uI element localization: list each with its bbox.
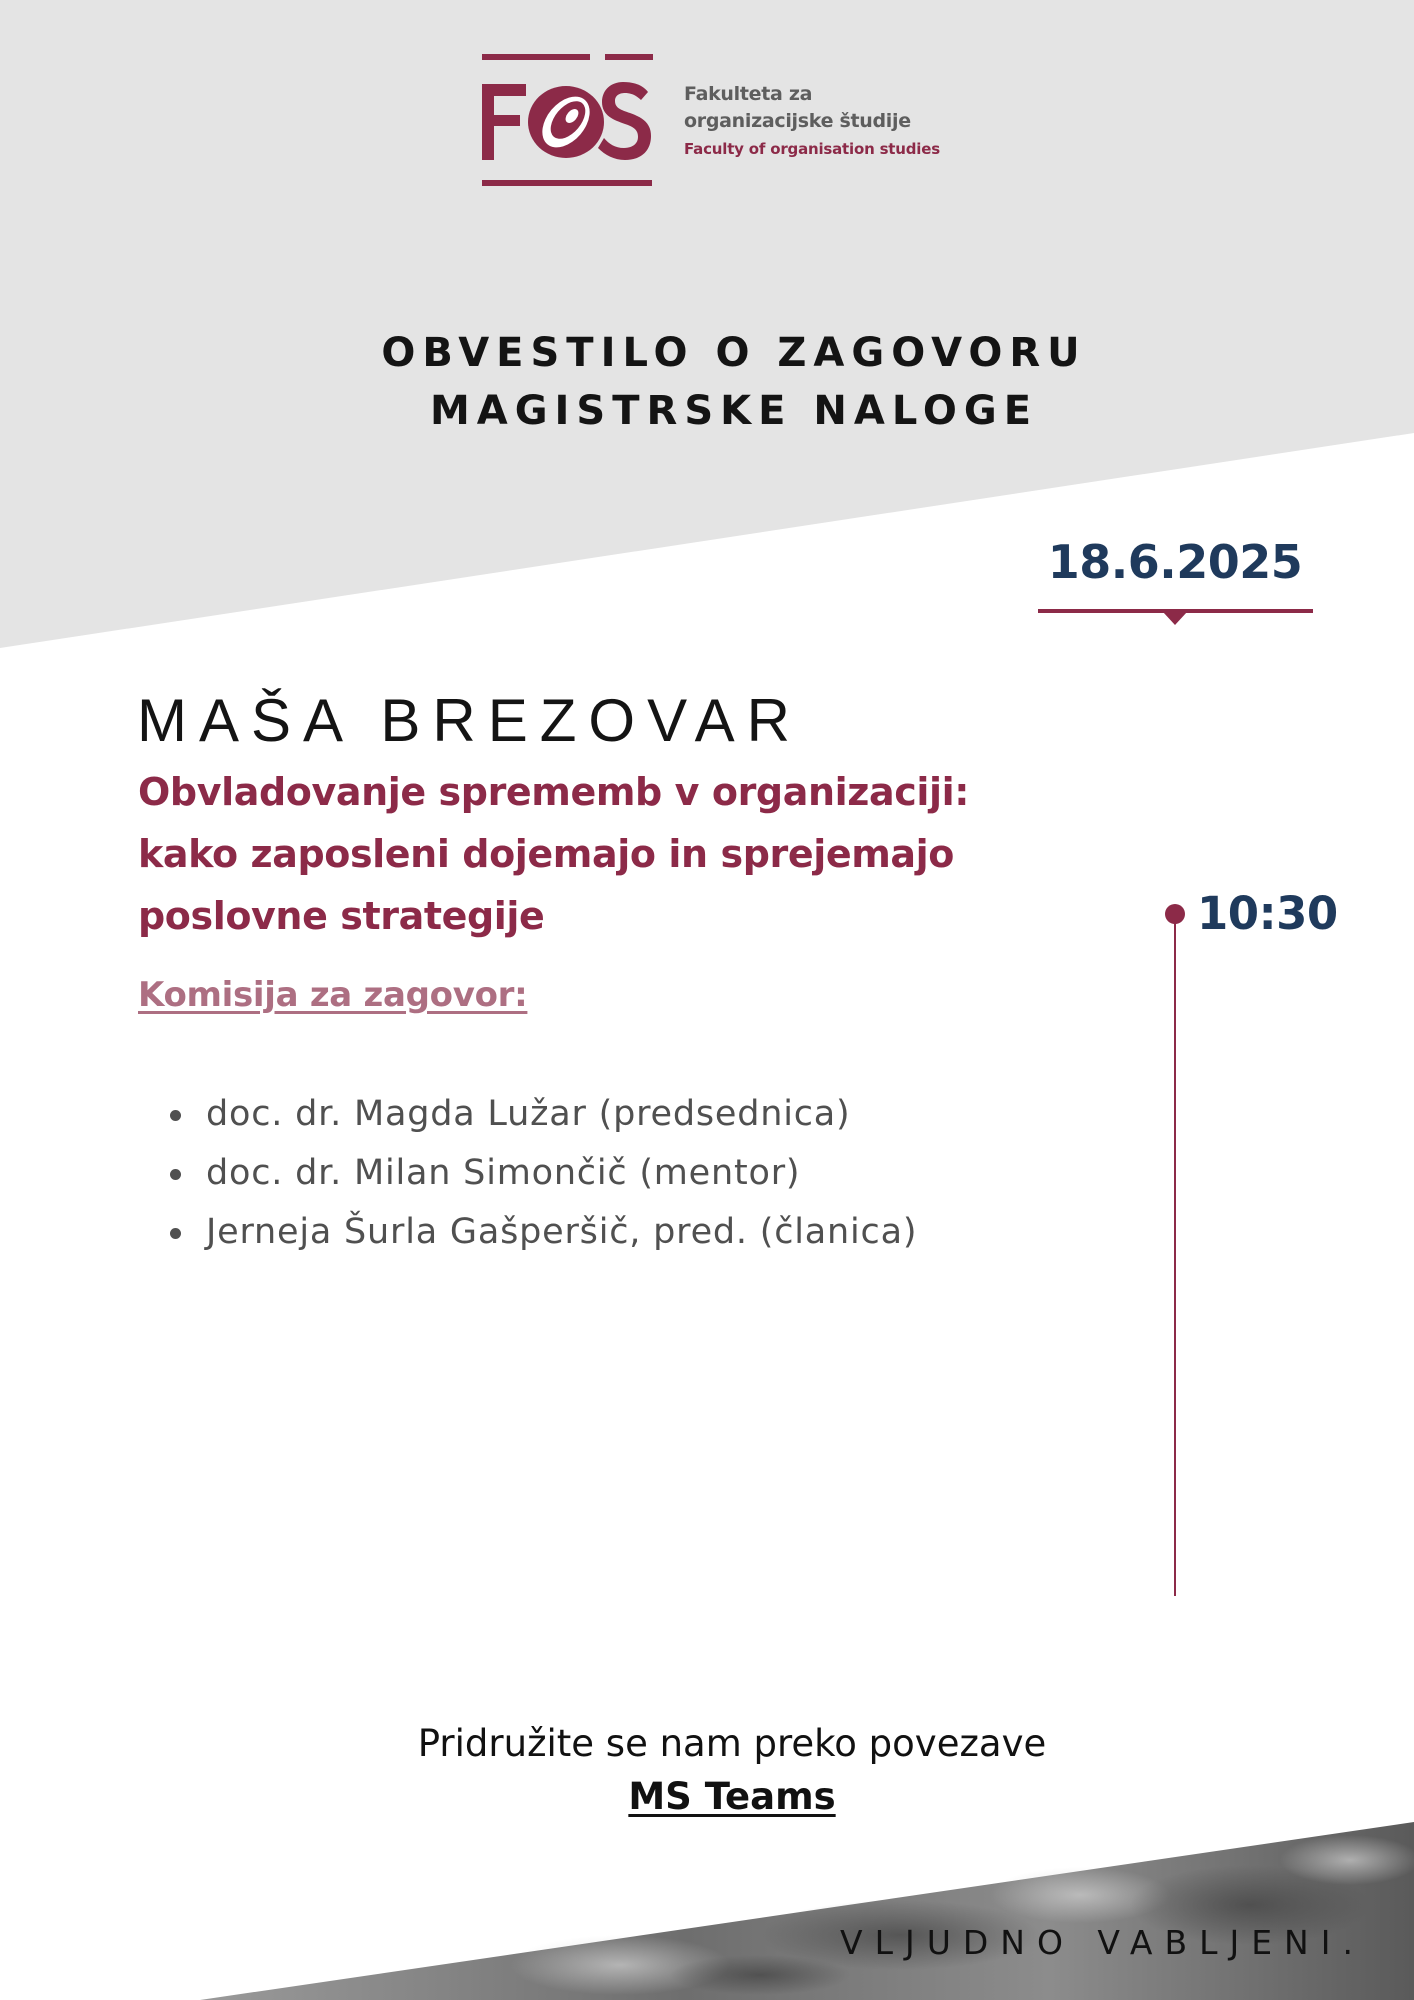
notice-heading-line1: OBVESTILO O ZAGOVORU [381, 330, 1087, 376]
bullet [170, 1110, 181, 1121]
footer-photo-band [200, 1822, 1414, 2000]
member-text: doc. dr. Milan Simončič (mentor) [206, 1153, 801, 1193]
join-text: Pridružite se nam preko povezave [417, 1722, 1047, 1765]
timeline-dot [1165, 904, 1185, 924]
thesis-title-line3: poslovne strategije [138, 894, 545, 938]
date-pointer [1163, 612, 1187, 625]
logo-line-studies: organizacijske študije [684, 110, 911, 132]
thesis-title-line1: Obvladovanje sprememb v organizaciji: [138, 770, 969, 814]
committee-member [138, 1205, 917, 1264]
thesis-title-line2: kako zaposleni dojemajo in sprejemajo [138, 832, 955, 876]
timeline-line [1174, 916, 1176, 1596]
fos-logo [480, 54, 655, 190]
ms-teams-link[interactable]: MS Teams [628, 1775, 836, 1818]
committee-list [138, 1087, 917, 1264]
footer-invitation: VLJUDNO VABLJENI. [840, 1923, 1365, 1962]
member-text: Jerneja Šurla Gašperšič, pred. (članica) [206, 1212, 918, 1252]
logo-line-faculty: Fakulteta za [684, 83, 813, 105]
logo-line-english: Faculty of organisation studies [684, 140, 940, 158]
bullet [170, 1228, 181, 1239]
defense-date: 18.6.2025 [1047, 535, 1303, 589]
bullet [170, 1169, 181, 1180]
notice-heading-line2: MAGISTRSKE NALOGE [429, 388, 1039, 434]
defense-time: 10:30 [1197, 887, 1338, 940]
member-text: doc. dr. Magda Lužar (predsednica) [206, 1094, 851, 1134]
logo-text [684, 81, 940, 161]
student-name: MAŠA BREZOVAR [137, 687, 803, 754]
committee-member [138, 1087, 917, 1146]
committee-member [138, 1146, 917, 1205]
committee-label: Komisija za zagovor: [138, 975, 528, 1015]
